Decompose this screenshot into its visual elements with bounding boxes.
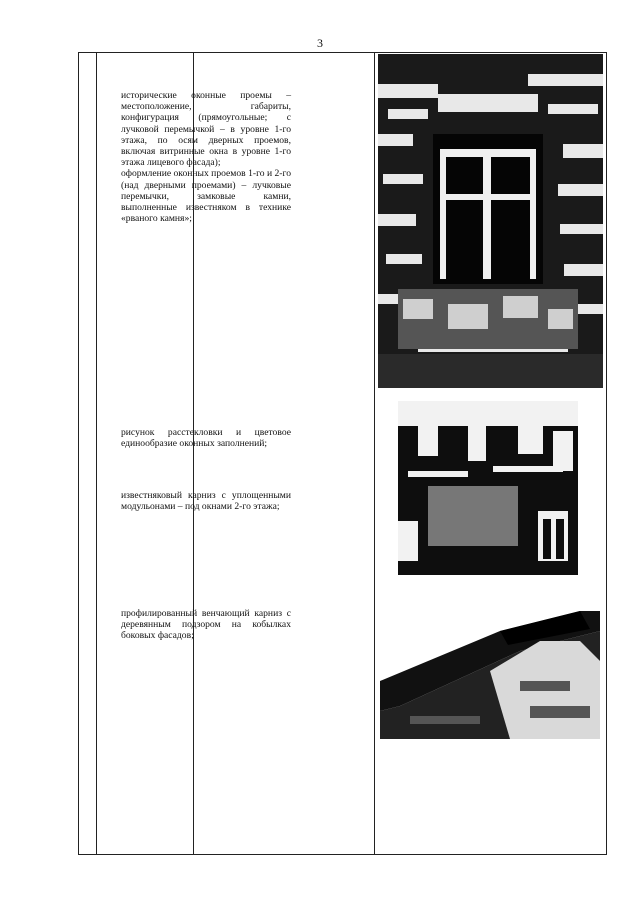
page-number: 3	[317, 36, 323, 50]
paragraph: известняковый карниз с уплощенными модульонами – под окнами 2-го этажа;	[121, 490, 291, 513]
photo-crowning-cornice	[380, 611, 600, 739]
paragraph: профилированный венчающий карниз с деревянным подзором на кобылках боковых фасадов;	[121, 608, 291, 642]
column-divider	[96, 53, 97, 854]
description-glazing	[121, 427, 291, 449]
paragraph: исторические оконные проемы – местоположение, габариты, конфигурация (прямоугольные; с лучковой перемычкой – в уровне 1-го этажа, по осям дверных проемов, включая витринные окна в уровне 1-го этажа лицевого фасада);	[121, 90, 291, 169]
column-divider	[374, 53, 375, 854]
description-crowning-cornice	[121, 608, 291, 642]
description-limestone-cornice	[121, 490, 291, 512]
paragraph: рисунок расстекловки и цветовое единообразие оконных заполнений;	[121, 427, 291, 450]
photo-window-glazing	[398, 401, 578, 575]
paragraph: оформление оконных проемов 1-го и 2-го (над дверными проемами) – лучковые перемычки, замковые камни, выполненные известняком в технике «рваного камня»;	[121, 168, 291, 225]
photo-window-facade	[378, 54, 603, 388]
description-window-openings	[121, 90, 291, 224]
